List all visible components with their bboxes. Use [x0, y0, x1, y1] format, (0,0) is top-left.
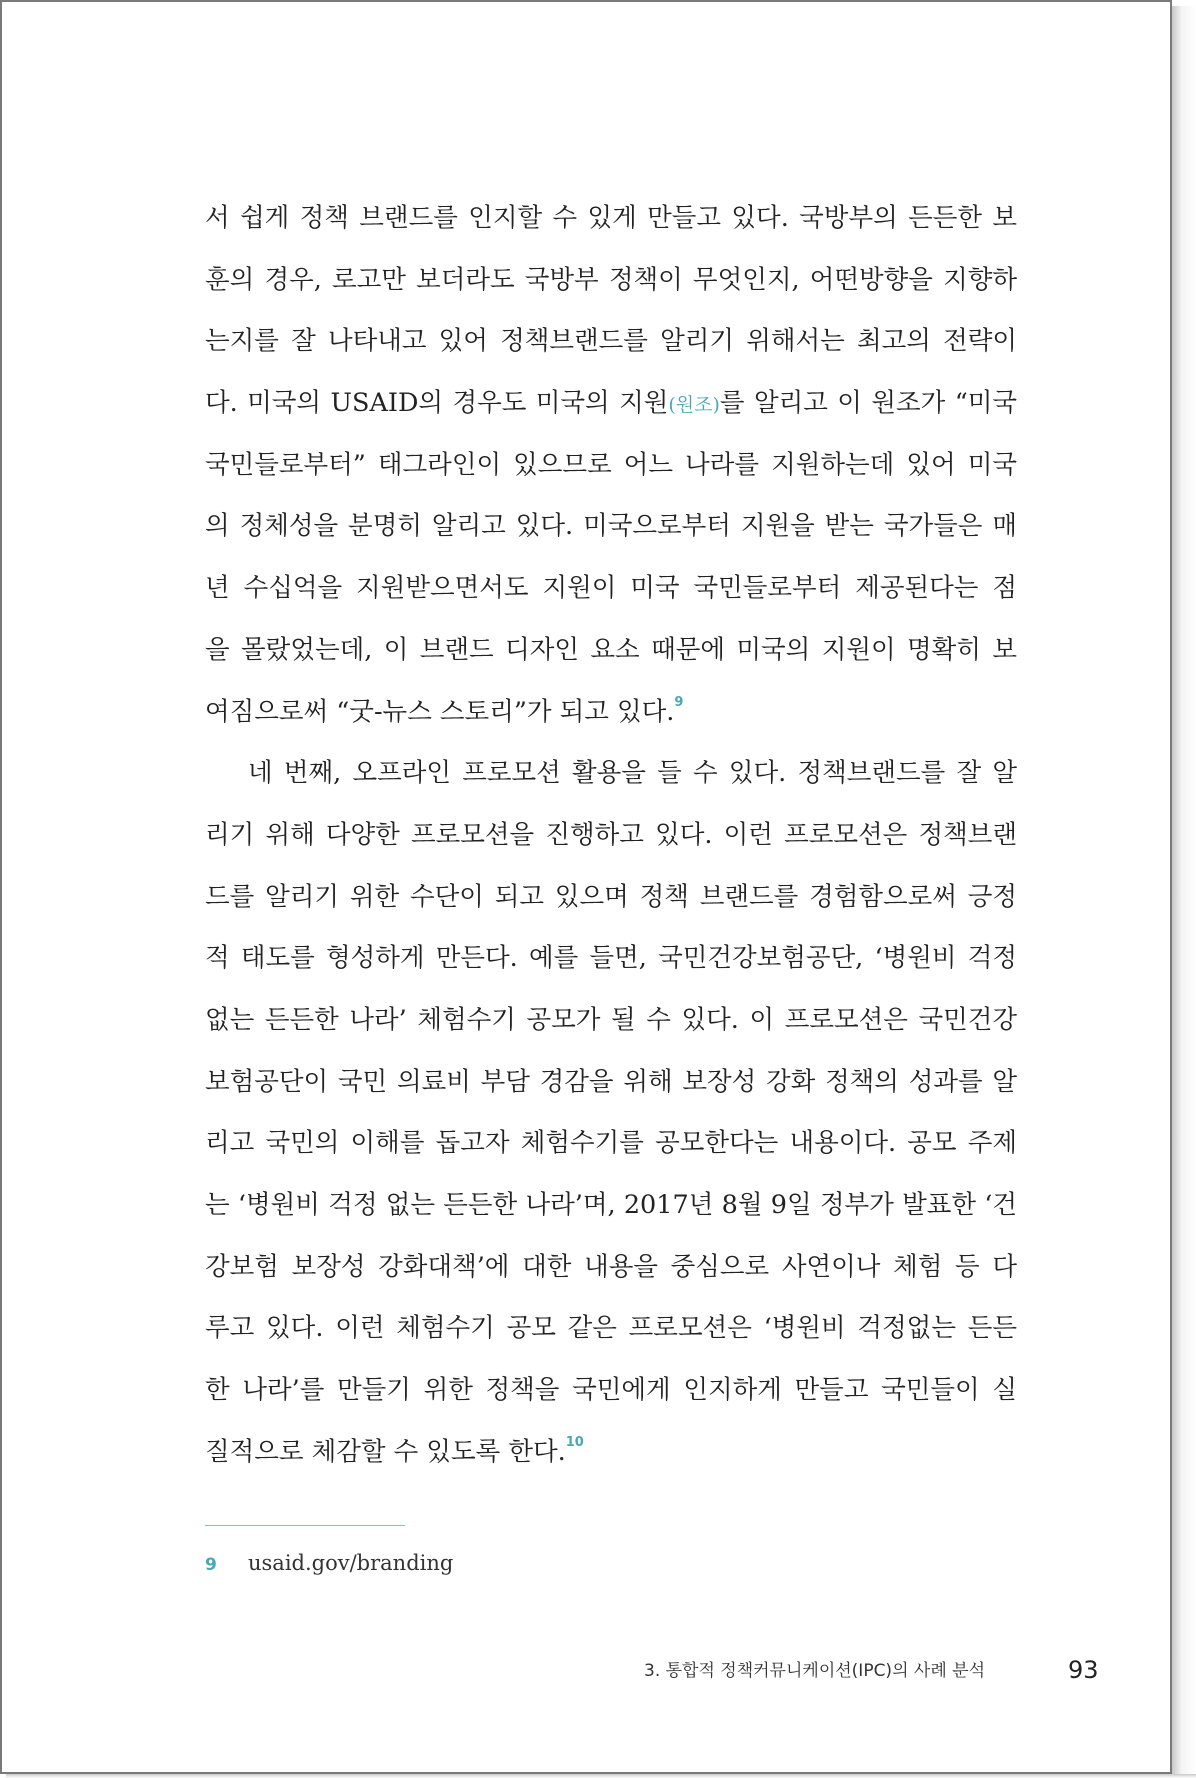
parenthetical-note: (원조) — [668, 394, 720, 417]
text-line — [205, 743, 1017, 805]
footnote-marker[interactable]: 9 — [674, 694, 684, 710]
text-line — [205, 1052, 1017, 1114]
text-line — [205, 805, 1017, 867]
footnote — [205, 1548, 453, 1578]
text-line — [205, 496, 1017, 558]
line-text: 는지를 잘 나타내고 있어 정책브랜드를 알리기 위해서는 최고의 전략이 — [205, 326, 1017, 357]
text-line — [205, 990, 1017, 1052]
line-text: 드를 알리기 위한 수단이 되고 있으며 정책 브랜드를 경험함으로써 긍정 — [205, 881, 1017, 912]
footnote-text[interactable]: usaid.gov/branding — [248, 1551, 454, 1575]
text-line — [205, 1175, 1017, 1237]
text-line — [205, 1113, 1017, 1175]
text-line — [205, 1422, 1017, 1484]
line-text: 강보험 보장성 강화대책’에 대한 내용을 중심으로 사연이나 체험 등 다 — [205, 1251, 1017, 1282]
body-text — [205, 188, 1017, 1483]
footnote-divider — [205, 1525, 405, 1526]
text-line — [205, 620, 1017, 682]
text-line — [205, 250, 1017, 312]
page-shadow-bottom — [6, 1774, 1196, 1778]
line-text: 년 수십억을 지원받으면서도 지원이 미국 국민들로부터 제공된다는 점 — [205, 573, 1017, 604]
line-text: 없는 든든한 나라’ 체험수기 공모가 될 수 있다. 이 프로모션은 국민건강 — [205, 1004, 1017, 1035]
line-text: 적 태도를 형성하게 만든다. 예를 들면, 국민건강보험공단, ‘병원비 걱정 — [205, 943, 1017, 974]
text-line — [205, 188, 1017, 250]
line-text: 여짐으로써 “굿-뉴스 스토리”가 되고 있다. — [205, 696, 675, 727]
line-text: 리고 국민의 이해를 돕고자 체험수기를 공모한다는 내용이다. 공모 주제 — [205, 1128, 1017, 1159]
line-text: 루고 있다. 이런 체험수기 공모 같은 프로모션은 ‘병원비 걱정없는 든든 — [205, 1313, 1017, 1344]
running-head: 3. 통합적 정책커뮤니케이션(IPC)의 사례 분석 — [644, 1661, 985, 1681]
text-line — [205, 1237, 1017, 1299]
text-line — [205, 1298, 1017, 1360]
text-line — [205, 558, 1017, 620]
text-line — [205, 311, 1017, 373]
text-line — [205, 682, 1017, 744]
line-text: 한 나라’를 만들기 위한 정책을 국민에게 인지하게 만들고 국민들이 실 — [205, 1375, 1017, 1406]
line-text: 의 정체성을 분명히 알리고 있다. 미국으로부터 지원을 받는 국가들은 매 — [205, 511, 1017, 542]
page-shadow-right — [1172, 6, 1196, 1778]
line-text: 는 ‘병원비 걱정 없는 든든한 나라’며, 2017년 8월 9일 정부가 발표한 ‘건 — [205, 1190, 1017, 1220]
line-text: 훈의 경우, 로고만 보더라도 국방부 정책이 무엇인지, 어떤방향을 지향하 — [205, 264, 1017, 295]
line-text: 보험공단이 국민 의료비 부담 경감을 위해 보장성 강화 정책의 성과를 알 — [205, 1066, 1017, 1097]
text-line — [205, 867, 1017, 929]
line-text: 을 몰랐었는데, 이 브랜드 디자인 요소 때문에 미국의 지원이 명확히 보 — [205, 634, 1017, 665]
line-text: 질적으로 체감할 수 있도록 한다. — [205, 1436, 566, 1467]
text-line — [205, 435, 1017, 497]
line-text: 리기 위해 다양한 프로모션을 진행하고 있다. 이런 프로모션은 정책브랜 — [205, 819, 1017, 850]
footnote-number: 9 — [205, 1555, 217, 1575]
line-text: 서 쉽게 정책 브랜드를 인지할 수 있게 만들고 있다. 국방부의 든든한 보 — [205, 203, 1017, 233]
line-text: 를 알리고 이 원조가 “미국 — [719, 388, 1017, 419]
line-text: 네 번째, 오프라인 프로모션 활용을 들 수 있다. 정책브랜드를 잘 알 — [248, 758, 1017, 789]
text-line — [205, 373, 1017, 435]
footnote-marker[interactable]: 10 — [565, 1434, 584, 1450]
line-text: 국민들로부터” 태그라인이 있으므로 어느 나라를 지원하는데 있어 미국 — [205, 449, 1017, 480]
line-text: 다. 미국의 USAID의 경우도 미국의 지원 — [205, 388, 669, 419]
text-line — [205, 928, 1017, 990]
text-line — [205, 1360, 1017, 1422]
page-number: 93 — [1068, 1656, 1099, 1684]
